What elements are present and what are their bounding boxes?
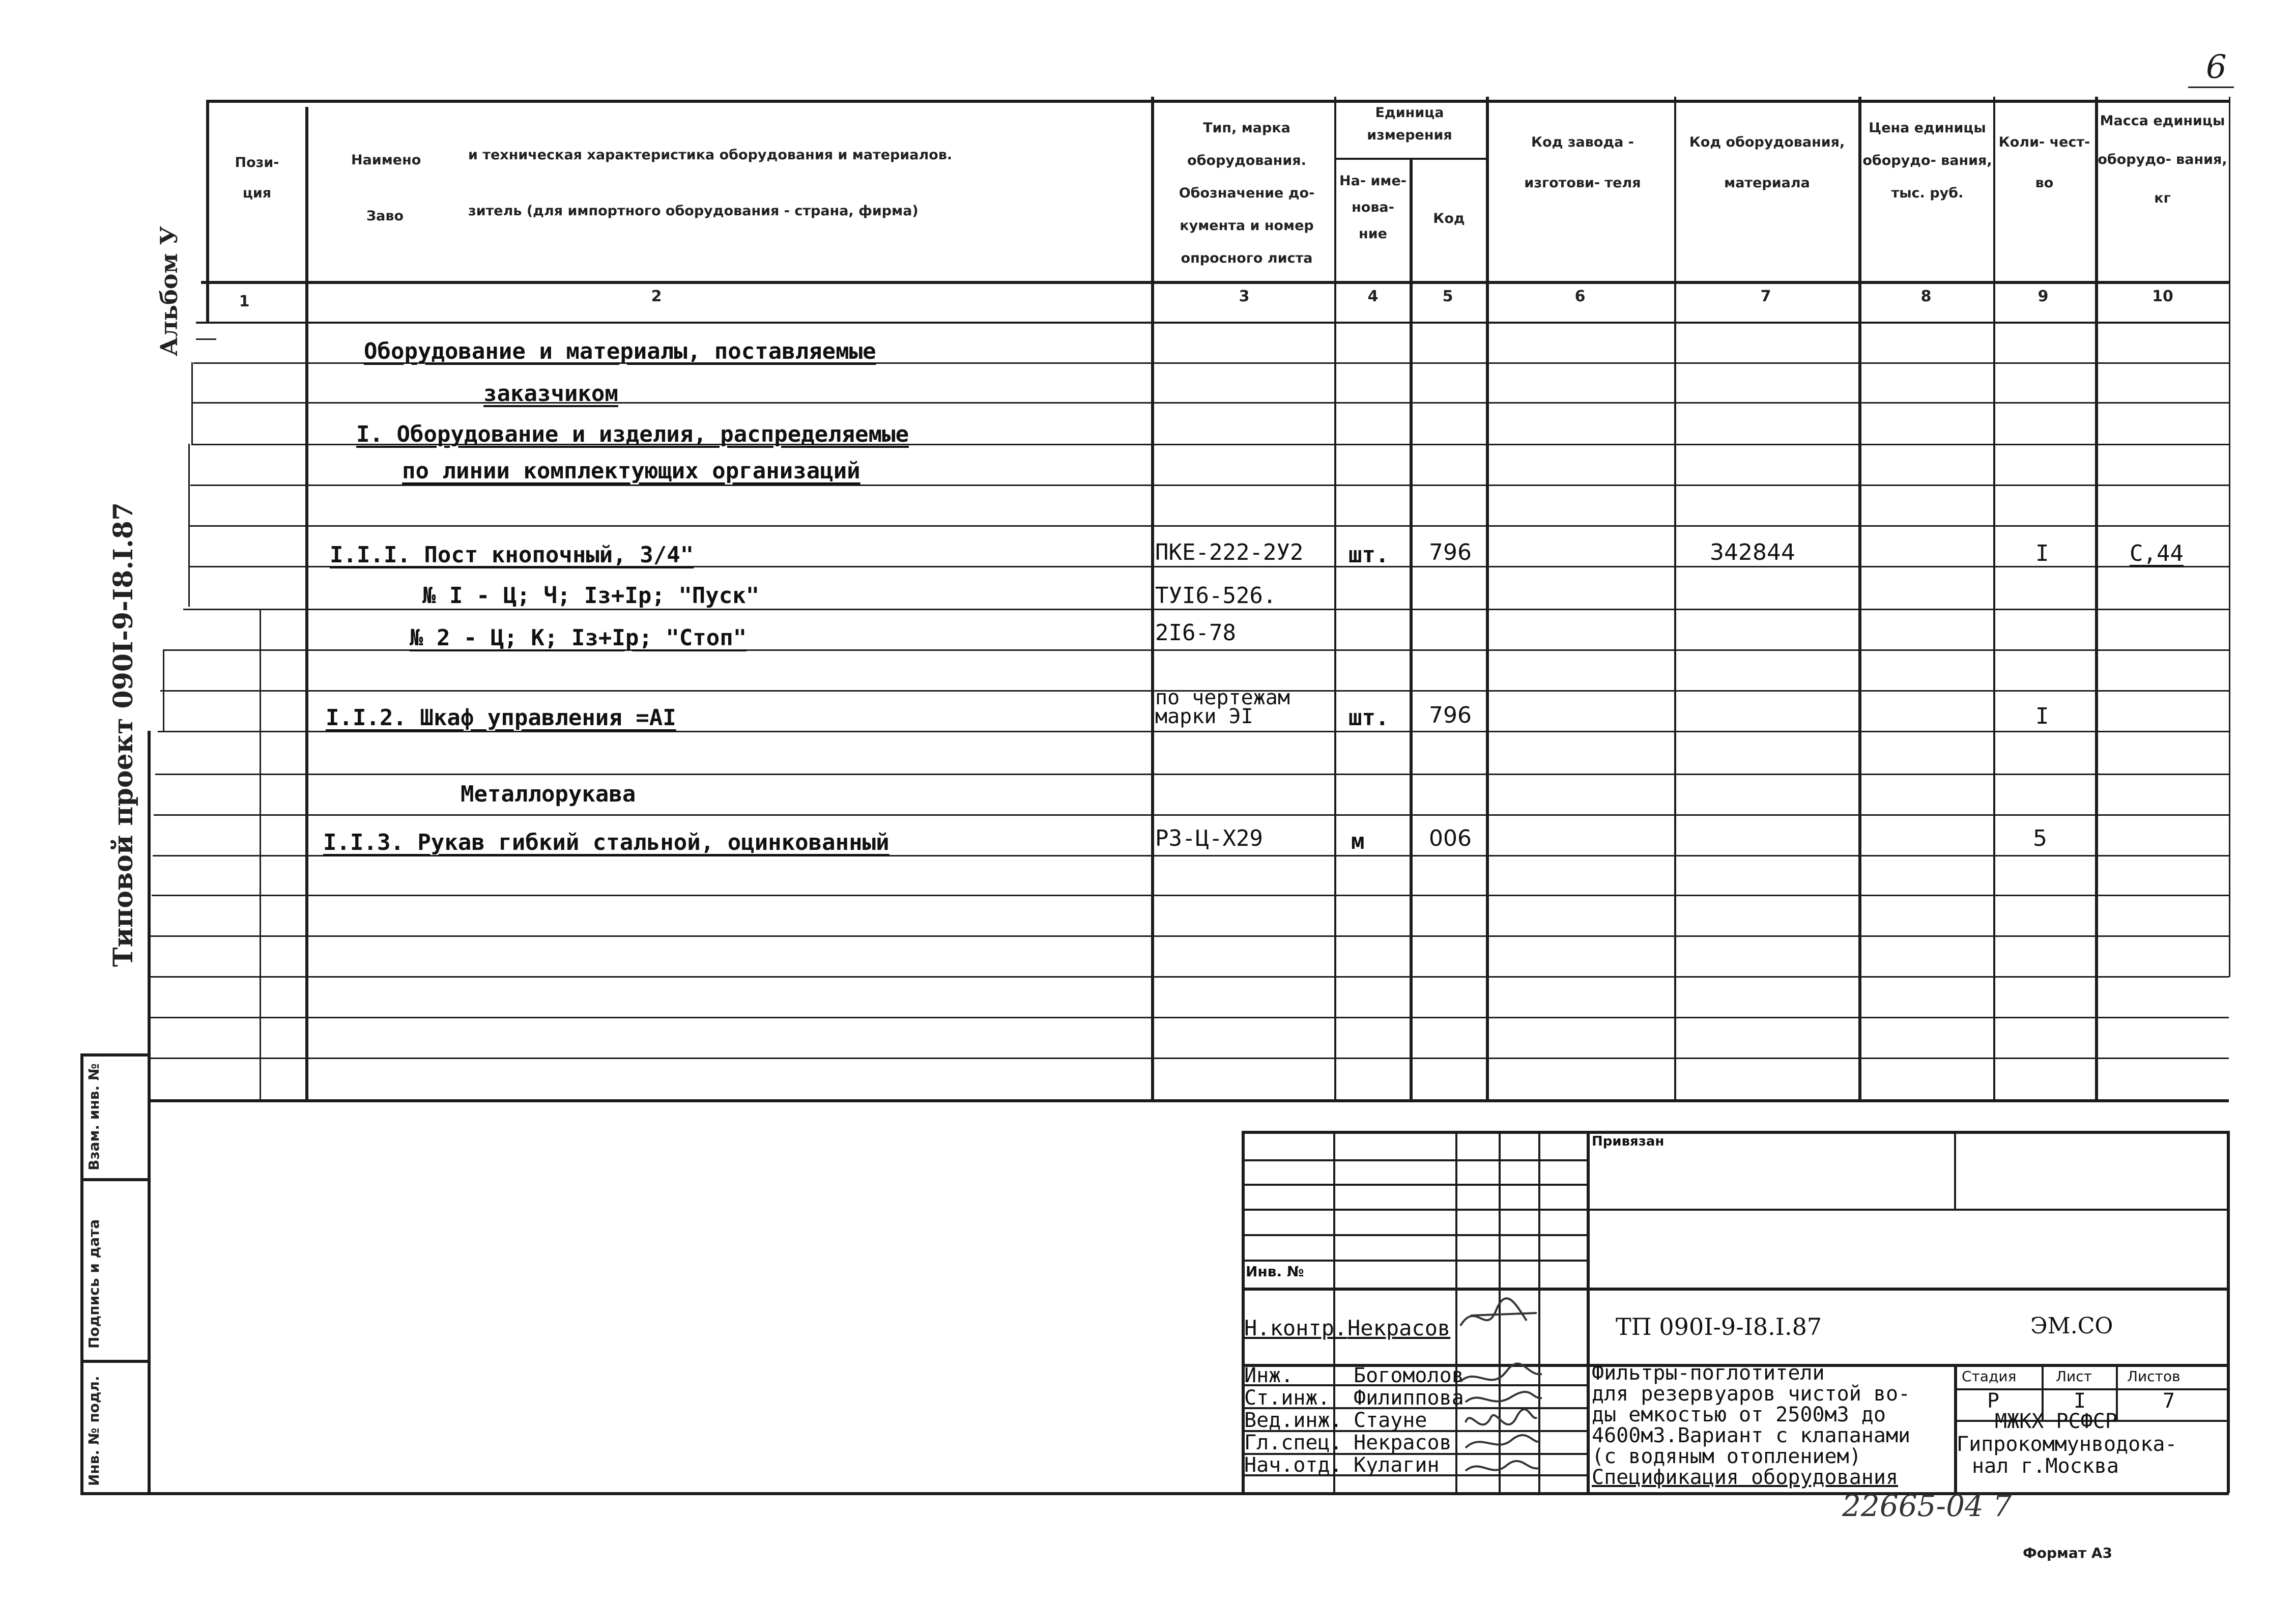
col-line-5 <box>1486 97 1489 1099</box>
margin-strip-left <box>80 1053 83 1494</box>
row-line <box>152 895 2229 896</box>
tb-title-line: для резервуаров чистой во- <box>1592 1382 1911 1406</box>
archive-number: 22665-04 7 <box>1842 1489 2012 1523</box>
tb-role: Инж. <box>1244 1364 1294 1387</box>
col-number: 3 <box>1239 288 1250 305</box>
tb-title-line: (с водяным отоплением) <box>1592 1445 1861 1468</box>
tb-person: Кулагин <box>1354 1453 1440 1477</box>
row-line <box>158 731 2229 732</box>
tb-title-line: ды емкостью от 2500м3 до <box>1592 1403 1886 1426</box>
header-type: Тип, марка оборудования. Обозначение до- кумента и номер опросного листа <box>1179 120 1315 266</box>
col-number: 6 <box>1574 288 1586 305</box>
tb-row <box>1242 1159 1587 1161</box>
project-label: Типовой проект 090I-9-I8.I.87 <box>108 502 139 967</box>
tb-row <box>1242 1288 2229 1291</box>
tb-role: Нач.отд. <box>1244 1453 1342 1477</box>
header-equipment-code: Код оборудования, материала <box>1689 134 1845 191</box>
tb-col <box>1954 1364 1957 1493</box>
tb-stadia-label: Стадия <box>1962 1368 2017 1385</box>
margin-strip-top <box>80 1053 149 1057</box>
tb-person: Стауне <box>1354 1409 1427 1432</box>
row-line <box>183 609 2229 610</box>
tb-title-line: 4600м3.Вариант с клапанами <box>1592 1424 1911 1447</box>
tb-privyazan: Привязан <box>1592 1134 1664 1149</box>
tb-n-kontr-name: Некрасов <box>1347 1316 1451 1340</box>
tb-row <box>1242 1260 1587 1262</box>
tb-role: Ст.инж. <box>1244 1386 1330 1410</box>
item-detail: № 2 - Ц; К; Iз+Iр; "Стоп" <box>410 625 747 651</box>
header-maker-code: Код завода - изготови- теля <box>1524 134 1641 191</box>
col-number: 8 <box>1920 288 1932 305</box>
tb-doc-code: ТП 090I-9-I8.I.87 <box>1616 1313 1822 1340</box>
row-line <box>148 1058 2229 1059</box>
stub-line <box>163 649 164 731</box>
tb-stadia: Р <box>1987 1389 2000 1413</box>
header-name-c: Заво <box>366 208 404 224</box>
section-heading: Оборудование и материалы, поставляемые <box>364 338 876 364</box>
header-unit-code: Код <box>1433 211 1465 226</box>
item-type: ТУI6-526. <box>1155 583 1277 609</box>
header-unit-name: На- име- нова- ние <box>1339 173 1407 242</box>
item-unit: шт. <box>1348 705 1389 731</box>
tb-list-label: Лист <box>2056 1368 2092 1385</box>
col-number: 7 <box>1760 288 1771 305</box>
item-type: Р3-Ц-Х29 <box>1155 825 1263 851</box>
table-bottom-border <box>148 1099 2229 1102</box>
item-unit: шт. <box>1348 542 1389 568</box>
item-quantity: I <box>2035 540 2049 566</box>
section-heading: I. Оборудование и изделия, распределяемые <box>356 421 909 447</box>
col-line-7 <box>1858 97 1861 1099</box>
header-mass: Масса единицы оборудо- вания, кг <box>2098 113 2227 206</box>
format-label: Формат А3 <box>2023 1545 2112 1561</box>
stub-line <box>260 609 261 1099</box>
tb-doc-mark: ЭМ.СО <box>2030 1313 2113 1339</box>
sheet-number-line <box>2188 87 2234 88</box>
header-name-a: Наимено <box>351 152 421 168</box>
row-line <box>190 484 2229 486</box>
col-number: 4 <box>1367 288 1379 305</box>
col-line-9 <box>2095 97 2098 1099</box>
col-line-6 <box>1674 97 1676 1099</box>
number-row-bottom <box>196 322 2229 324</box>
tb-role: Гл.спец. <box>1244 1431 1342 1454</box>
header-quantity: Коли- чест- во <box>1998 134 2090 191</box>
margin-podpis-label: Подпись и дата <box>85 1219 102 1349</box>
item-type: марки ЭI <box>1155 705 1253 728</box>
item-name: I.I.I. Пост кнопочный, 3/4" <box>330 542 694 568</box>
album-label: Альбом У <box>155 226 183 356</box>
col-number: 10 <box>2152 288 2173 305</box>
tb-row <box>1242 1184 1587 1186</box>
item-unit: м <box>1351 829 1365 854</box>
header-price: Цена единицы оборудо- вания, тыс. руб. <box>1862 120 1992 201</box>
sheet-number: 6 <box>2206 48 2227 86</box>
item-mass: С,44 <box>2130 540 2184 566</box>
row-line <box>154 814 2229 816</box>
tb-person: Богомолов <box>1354 1364 1464 1387</box>
item-unit-code: 006 <box>1429 825 1472 851</box>
row-line <box>155 774 2229 775</box>
col-number: 2 <box>651 288 662 305</box>
header-position: Пози- ция <box>235 155 279 201</box>
col-line-8 <box>1993 97 1995 1099</box>
signatures-icon <box>1455 1290 1547 1494</box>
col-line-right <box>2229 97 2230 977</box>
item-type: ПКЕ-222-2У2 <box>1155 539 1304 565</box>
col-line-left <box>206 100 209 324</box>
section-heading: по линии комплектующих организаций <box>402 458 860 484</box>
stub-line <box>191 362 193 444</box>
col-number: 5 <box>1442 288 1453 305</box>
tb-n-kontr: Н.контр. <box>1244 1316 1347 1340</box>
tb-title-line: Фильтры-поглотители <box>1592 1361 1825 1385</box>
col-line-1 <box>305 107 308 1099</box>
table-top-border <box>206 100 2229 103</box>
margin-strip-right <box>148 1053 151 1494</box>
margin-inv-label: Инв. № подл. <box>85 1376 102 1486</box>
tb-top <box>1242 1131 2229 1134</box>
col-line-4 <box>1410 158 1413 1099</box>
tb-col <box>1954 1131 1956 1209</box>
margin-vzam-label: Взам. инв. № <box>85 1063 102 1170</box>
tb-row <box>1242 1234 1587 1236</box>
header-name-d: зитель (для импортного оборудования - страна, фирма) <box>468 203 919 219</box>
item-quantity: I <box>2035 703 2049 729</box>
section-heading: заказчиком <box>483 381 618 407</box>
col-line-2 <box>1151 97 1154 1099</box>
tb-org: нал г.Москва <box>1972 1454 2119 1478</box>
section-heading: Металлорукава <box>461 781 636 807</box>
tb-person: Филиппова <box>1354 1386 1464 1410</box>
row-line <box>150 976 2229 978</box>
tb-list: I <box>2074 1389 2086 1413</box>
row-line <box>151 935 2229 937</box>
header-unit: Единица измерения <box>1367 105 1452 143</box>
tb-listov-label: Листов <box>2127 1368 2180 1385</box>
item-type: по чертежам <box>1155 686 1290 709</box>
header-bottom-border <box>201 281 2229 284</box>
tb-row <box>1242 1209 1587 1211</box>
tb-person: Некрасов <box>1354 1431 1452 1454</box>
tb-col <box>1587 1131 1590 1493</box>
col-line-3 <box>1334 97 1336 1099</box>
header-name-b: и техническая характеристика оборудования и материалов. <box>468 147 953 163</box>
tb-role: Вед.инж. <box>1244 1409 1342 1432</box>
item-unit-code: 796 <box>1429 539 1472 565</box>
tb-org: МЖКХ РСФСР <box>1995 1410 2117 1433</box>
item-type: 2I6-78 <box>1155 620 1236 646</box>
col-number: 9 <box>2037 288 2049 305</box>
item-quantity: 5 <box>2033 825 2047 851</box>
tb-org: Гипрокоммунводока- <box>1957 1433 2177 1456</box>
tb-title-line: Спецификация оборудования <box>1592 1466 1899 1489</box>
tb-inv-no: Инв. № <box>1246 1263 1304 1280</box>
item-equipment-code: 342844 <box>1710 539 1795 565</box>
col-number: 1 <box>239 293 250 310</box>
stub-line <box>188 444 190 607</box>
row-line <box>189 525 2229 527</box>
item-name: I.I.2. Шкаф управления =АI <box>326 705 676 731</box>
margin-line <box>80 1178 149 1181</box>
tb-listov: 7 <box>2163 1389 2175 1413</box>
unit-subheader-line <box>1334 158 1486 160</box>
stub-line <box>196 338 216 340</box>
margin-line <box>80 1360 149 1363</box>
tb-right <box>2227 1131 2230 1493</box>
item-unit-code: 796 <box>1429 702 1472 728</box>
item-detail: № I - Ц; Ч; Iз+Iр; "Пуск" <box>422 583 760 609</box>
tb-row <box>1587 1209 2229 1211</box>
item-name: I.I.3. Рукав гибкий стальной, оцинкованный <box>323 830 889 855</box>
row-line <box>149 1017 2229 1018</box>
